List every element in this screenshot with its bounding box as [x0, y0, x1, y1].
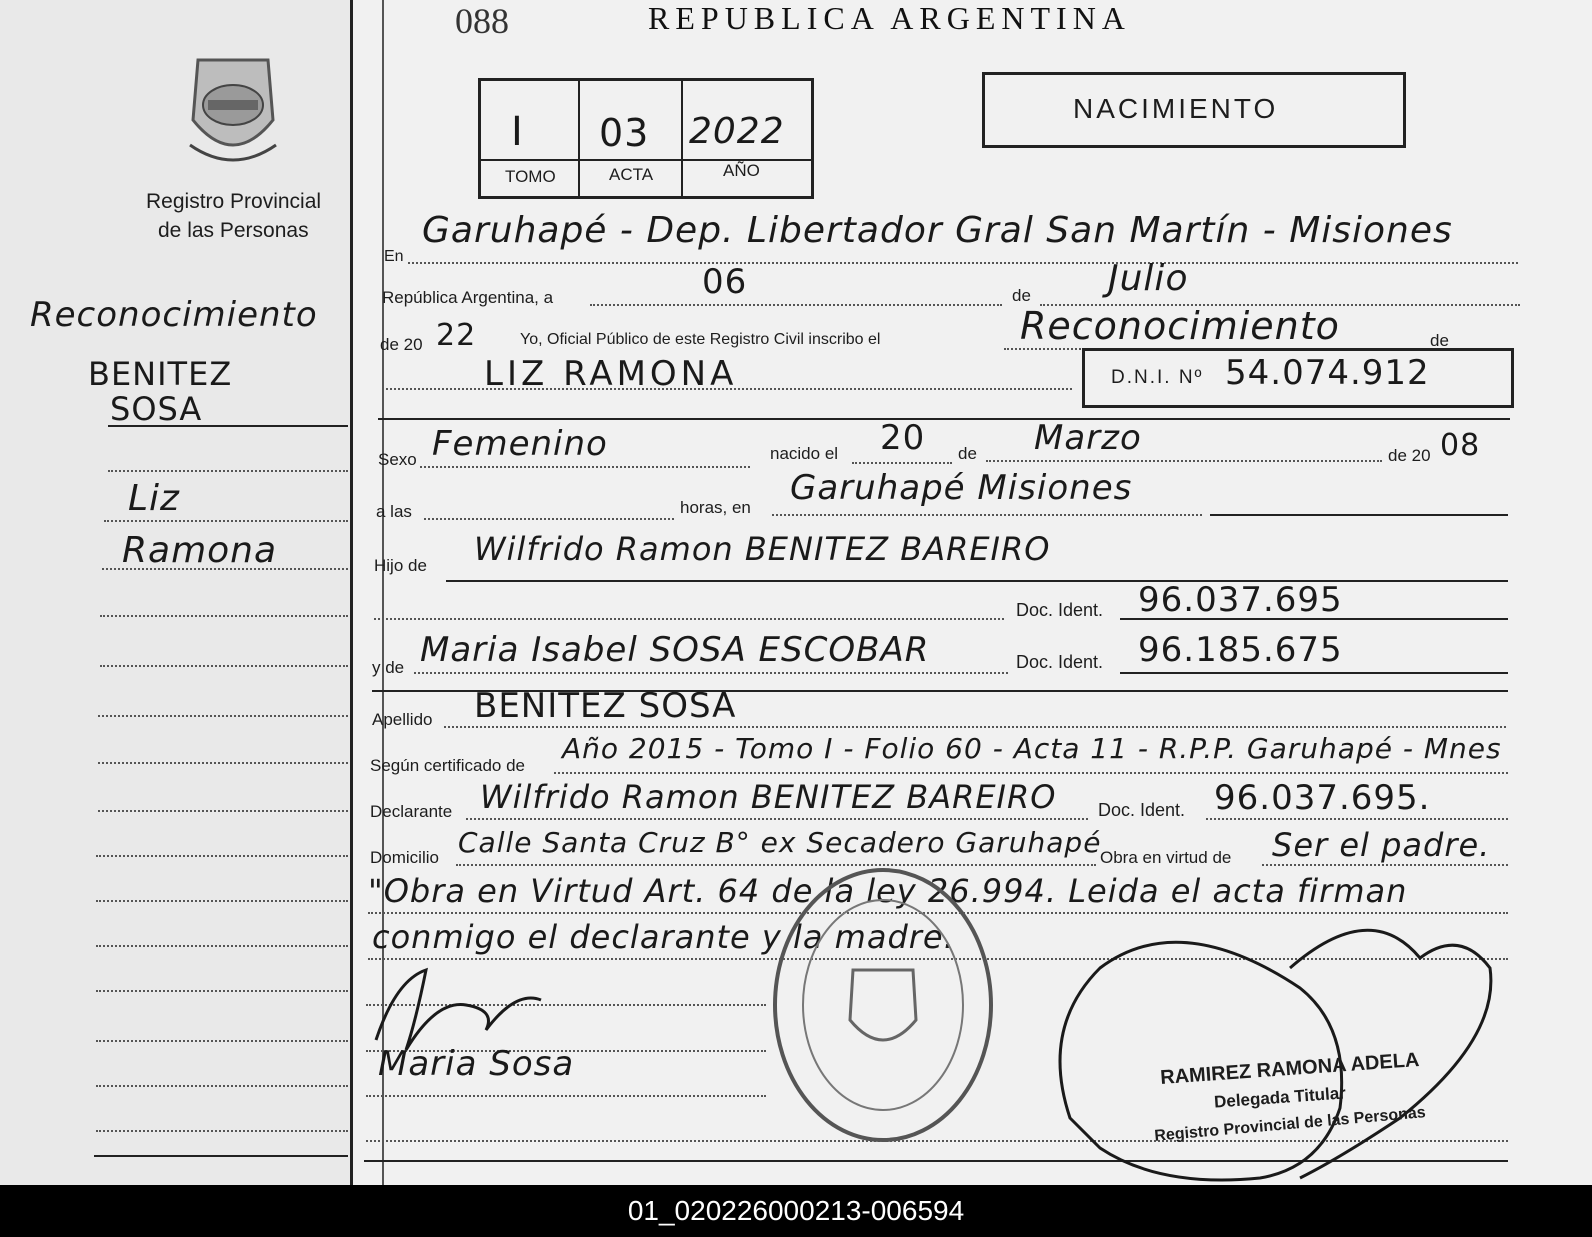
declarant-name: Wilfrido Ramon BENITEZ BAREIRO — [480, 778, 1057, 816]
official-registry: Registro Provincial de las Personas — [1153, 1104, 1427, 1145]
act-type-box — [982, 72, 1406, 148]
declarant-doc: 96.037.695. — [1214, 778, 1431, 818]
file-id: 01_020226000213-006594 — [627, 1195, 965, 1226]
sex-value: Femenino — [432, 424, 608, 464]
child-name: LIZ RAMONA — [484, 354, 738, 394]
birth-day: 20 — [880, 418, 926, 458]
registry-name-line1: Registro Provincial — [146, 190, 322, 213]
record-day: 06 — [702, 262, 748, 302]
footer-bar — [0, 1185, 1592, 1237]
margin-surname1: BENITEZ — [88, 355, 233, 393]
official-signature-scribble-icon — [1040, 908, 1510, 1188]
father-doc: 96.037.695 — [1138, 580, 1343, 620]
certificate-reference: Año 2015 - Tomo I - Folio 60 - Acta 11 - R.P.P. Garuhapé - Mnes — [562, 732, 1502, 765]
child-dni: 54.074.912 — [1225, 353, 1430, 393]
margin-surname2: SOSA — [110, 390, 203, 428]
note-line-2: conmigo el declarante y la madre. — [372, 918, 955, 956]
margin-column — [0, 0, 350, 1185]
tomo-value: I — [511, 109, 524, 155]
domicile-value: Calle Santa Cruz B° ex Secadero Garuhapé — [458, 826, 1102, 859]
province-seal-icon — [178, 50, 288, 175]
record-box — [478, 78, 814, 199]
acta-label: ACTA — [609, 165, 654, 184]
official-title: Delegada Titular — [1213, 1083, 1347, 1112]
dni-box: D.N.I. Nº 54.074.912 — [1082, 348, 1514, 408]
margin-given2: Ramona — [122, 530, 278, 571]
record-year: 22 — [436, 318, 477, 353]
tomo-label: TOMO — [505, 167, 556, 186]
act-type: NACIMIENTO — [1073, 93, 1279, 124]
act-kind: Reconocimiento — [1020, 304, 1340, 348]
obra-value: Ser el padre. — [1272, 826, 1491, 864]
birth-year: 08 — [1440, 428, 1481, 463]
country-heading: REPUBLICA ARGENTINA — [648, 0, 1131, 36]
margin-given1: Liz — [128, 478, 180, 519]
page-number: 088 — [455, 1, 509, 41]
anio-label: AÑO — [723, 161, 760, 180]
registry-stamp-icon — [768, 860, 998, 1150]
mother-signature: Maria Sosa — [378, 1044, 575, 1084]
place-of-record: Garuhapé - Dep. Libertador Gral San Martín - Misiones — [422, 210, 1453, 251]
anio-value: 2022 — [689, 111, 785, 152]
birth-certificate-page: Registro Provincial de las Personas Reconocimiento BENITEZ SOSA Liz Ramona 088 REPUBLICA ARGENTINA I 03 2022 TOMO ACTA AÑO NACIMIENTO En Garuhapé - Dep. Libertador Gral San Martín - Misiones República Argentina, a 06 de Julio de 20 22 Yo, Oficial Público de este Registro Civil inscribo el Reconocimiento de LIZ RAMONA D.N.I. Nº 54.074.912 Sexo Femenino nacido el 20 de Marzo de 20 08 a las horas, en Garuhapé Misiones Hijo de Wilfrido Ramon BENITEZ BAREIRO Doc. Ident. 96.037.695 y de Maria Isabel SOSA ESCOBAR Doc. Ident. 96.185.675 Apellido BENITEZ SOSA Según certificado de Año 2015 - Tomo I - Folio 60 - Acta 11 - R.P.P. Garuhapé - Mnes Declarante Wilfrido Ramon BENITEZ BAREIRO Doc. Ident. 96.037.695. Domicilio Calle Santa Cruz B° ex Secadero Garuhapé Obra en virtud de Ser el padre. "Obra en Virtud Art. 64 de la ley 26.994. Leida el acta firman conmigo el declarante y la madre. Maria Sosa RAMIREZ RAMONA ADELA Delegada Titular Registro Provincial de las Personas — [0, 0, 1592, 1185]
apellido-value: BENITEZ SOSA — [474, 686, 737, 726]
birth-month: Marzo — [1034, 418, 1142, 458]
note-line-1: "Obra en Virtud Art. 64 de la ley 26.994. Leida el acta firman — [368, 872, 1408, 910]
registry-name-line2: de las Personas — [158, 219, 309, 242]
record-month: Julio — [1108, 258, 1189, 299]
margin-note-reconocimiento: Reconocimiento — [30, 295, 318, 335]
mother-name: Maria Isabel SOSA ESCOBAR — [420, 630, 930, 670]
birth-place: Garuhapé Misiones — [790, 468, 1133, 508]
official-name: RAMIREZ RAMONA ADELA — [1159, 1048, 1421, 1090]
acta-value: 03 — [599, 111, 650, 155]
margin-divider — [350, 0, 353, 1185]
father-name: Wilfrido Ramon BENITEZ BAREIRO — [474, 530, 1051, 568]
mother-doc: 96.185.675 — [1138, 630, 1343, 670]
